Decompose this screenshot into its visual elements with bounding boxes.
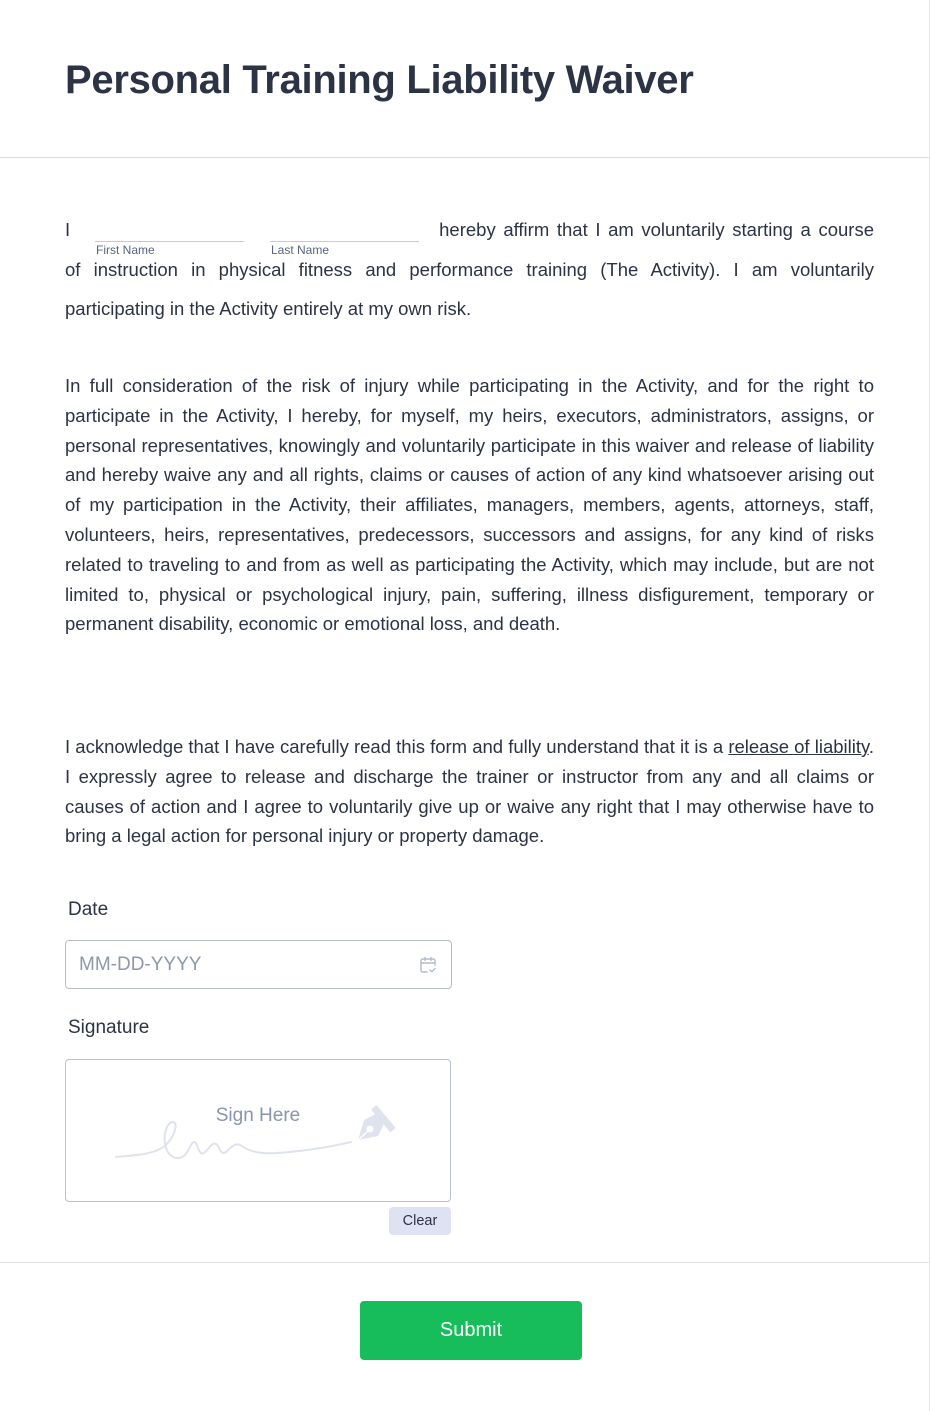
date-field [65,940,452,989]
first-name-field [95,212,244,260]
first-name-input[interactable] [95,212,244,242]
sign-here-placeholder: Sign Here [215,1105,301,1126]
page-title: Personal Training Liability Waiver [65,58,694,102]
first-name-sublabel: First Name [96,243,155,257]
intro-lead: I [65,219,71,240]
release-of-liability-text: release of liability [728,736,869,757]
acknowledgement-text-after: . I expressly agree to release and discharge the trainer or instructor from any and all claims or causes of action and I agree to voluntarily give up or waive any right that I may otherwise have to bring a legal action for personal injury or property damage. [65,736,875,847]
intro-text: hereby affirm that I am voluntarily starting a course of instruction in physical fitness and performance training (The Activity). I am voluntarily participating in the Activity entirely at my own risk. [65,219,874,319]
acknowledgement-text-before: I acknowledge that I have carefully read this form and fully understand that it is a [65,736,729,757]
calendar-icon[interactable] [418,955,438,975]
pen-nib-icon [350,1102,398,1148]
last-name-sublabel: Last Name [271,243,330,257]
signature-label: Signature [68,1017,150,1038]
footer-divider [0,1262,929,1263]
signature-pad[interactable] [65,1059,451,1202]
date-input[interactable] [66,941,406,988]
last-name-field [270,212,419,260]
submit-button[interactable]: Submit [360,1301,582,1360]
clear-signature-button[interactable]: Clear [389,1207,451,1235]
date-label: Date [68,899,109,920]
waiver-paragraph: In full consideration of the risk of injury while participating in the Activity, and for the right to participate in the Activity, I hereby, for myself, my heirs, executors, administrators, assigns, or personal representatives, knowingly and voluntarily participate in this waiver and release of liability and hereby waive any and all rights, claims or causes of action of any kind whatsoever arising out of my participation in the Activity, their affiliates, managers, members, agents, attorneys, staff, volunteers, heirs, representatives, predecessors, successors and assigns, for any kind of risks related to traveling to and from as well as participating the Activity, which may include, but are not limited to, physical or psychological injury, pain, suffering, illness disfigurement, temporary or permanent disability, economic or emotional loss, and death. [65,375,874,635]
form-header [0,0,929,158]
last-name-input[interactable] [270,212,419,242]
acknowledgement-paragraph [65,732,874,851]
